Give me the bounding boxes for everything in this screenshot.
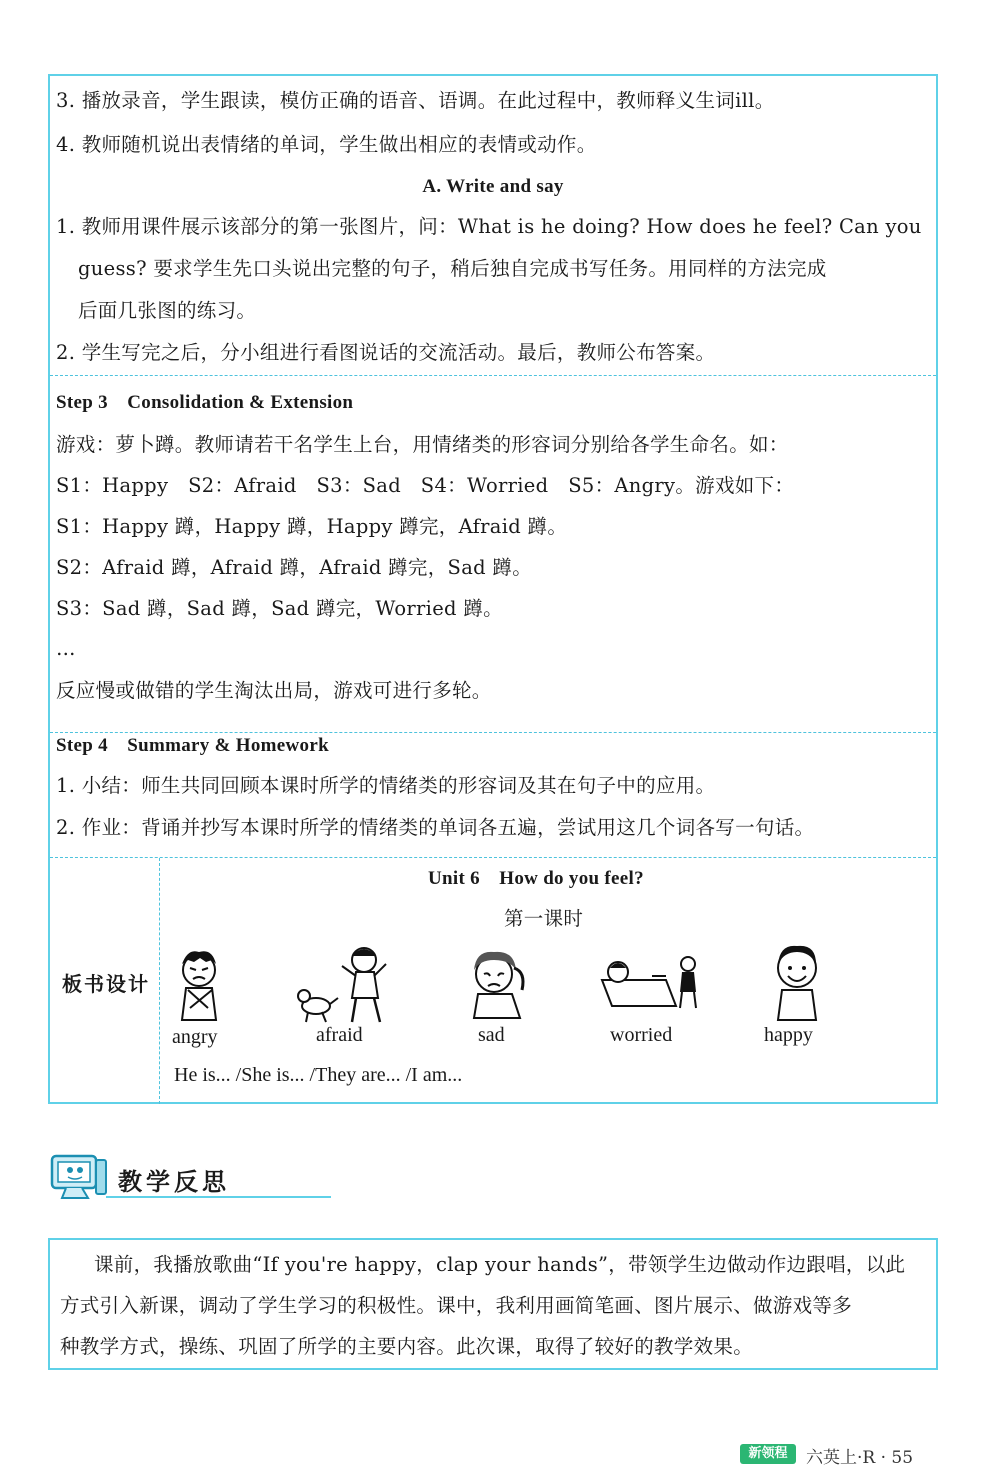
reflection-box: [48, 1238, 938, 1370]
reflection-underline: [106, 1196, 331, 1198]
caption-worried: worried: [610, 1024, 673, 1046]
subsection-title: A. Write and say: [422, 176, 564, 197]
step-3-line-7: 反应慢或做错的学生淘汰出局，游戏可进行多轮。: [56, 679, 492, 702]
reflection-title: 教学反思: [118, 1168, 230, 1196]
caption-happy: happy: [764, 1024, 813, 1046]
angry-boy-illustration: [168, 946, 230, 1026]
step-line-4: 4. 教师随机说出表情绪的单词，学生做出相应的表情或动作。: [56, 133, 597, 156]
step-3-line-5: S3：Sad 蹲，Sad 蹲，Sad 蹲完，Worried 蹲。: [56, 597, 503, 620]
step-3-line-4: S2：Afraid 蹲，Afraid 蹲，Afraid 蹲完，Sad 蹲。: [56, 556, 532, 579]
board-design-section: [50, 858, 936, 1104]
sad-girl-illustration: [462, 944, 536, 1024]
step-3-line-3: S1：Happy 蹲，Happy 蹲，Happy 蹲完，Afraid 蹲。: [56, 515, 568, 538]
caption-angry: angry: [172, 1026, 218, 1048]
computer-icon: [46, 1150, 110, 1202]
worried-sick-person-illustration: [596, 946, 706, 1022]
brand-tag: 新领程: [740, 1444, 796, 1464]
section-step-4: [50, 733, 936, 858]
a-item-1-line-3: 后面几张图的练习。: [78, 299, 257, 322]
unit-title: Unit 6 How do you feel?: [428, 868, 644, 889]
reflection-line-3: 种教学方式，操练、巩固了所学的主要内容。此次课，取得了较好的教学效果。: [60, 1335, 754, 1358]
step-3-line-1: 游戏：萝卜蹲。教师请若干名学生上台，用情绪类的形容词分别给各学生命名。如：: [56, 433, 789, 456]
step-4-line-2: 2. 作业：背诵并抄写本课时所学的情绪类的单词各五遍，尝试用这几个词各写一句话。: [56, 816, 815, 839]
reflection-header: [46, 1150, 286, 1202]
board-label-cell: [50, 858, 160, 1104]
section-step-3: [50, 376, 936, 733]
lesson-plan-box: [48, 74, 938, 1104]
lesson-label: 第一课时: [504, 907, 584, 930]
board-sentence-patterns: He is... /She is... /They are... /I am...: [174, 1064, 463, 1086]
a-item-2: 2. 学生写完之后，分小组进行看图说话的交流活动。最后，教师公布答案。: [56, 341, 716, 364]
section-write-and-say: [50, 76, 936, 376]
step-4-heading: Step 4 Summary & Homework: [56, 735, 329, 756]
step-3-heading: Step 3 Consolidation & Extension: [56, 392, 354, 413]
step-line-3: 3. 播放录音，学生跟读，模仿正确的语音、语调。在此过程中，教师释义生词ill。: [56, 89, 775, 112]
happy-boy-illustration: [766, 940, 828, 1024]
reflection-line-2: 方式引入新课，调动了学生学习的积极性。课中，我利用画简笔画、图片展示、做游戏等多: [60, 1294, 853, 1317]
step-3-ellipsis: …: [56, 637, 76, 660]
step-3-line-2: S1：Happy S2：Afraid S3：Sad S4：Worried S5：Angry。游戏如下：: [56, 474, 795, 497]
a-item-1-line-1: 1. 教师用课件展示该部分的第一张图片，问：What is he doing? How does he feel? Can you: [56, 215, 922, 238]
reflection-line-1: 课前，我播放歌曲“If you're happy，clap your hands”，带领学生边做动作边跟唱，以此: [94, 1253, 906, 1276]
caption-afraid: afraid: [316, 1024, 363, 1046]
step-4-line-1: 1. 小结：师生共同回顾本课时所学的情绪类的形容词及其在句子中的应用。: [56, 774, 716, 797]
board-label: 板书设计: [62, 972, 150, 996]
page-number: 六英上·R · 55: [806, 1448, 914, 1468]
a-item-1-line-2: guess? 要求学生先口头说出完整的句子，稍后独自完成书写任务。用同样的方法完成: [78, 257, 827, 280]
caption-sad: sad: [478, 1024, 505, 1046]
afraid-boy-and-dog-illustration: [282, 942, 402, 1028]
